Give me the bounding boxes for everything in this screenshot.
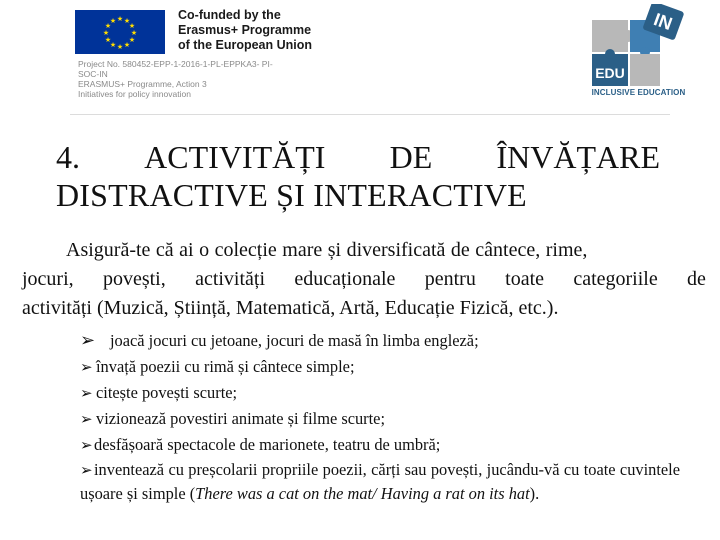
- list-item: [80, 354, 682, 380]
- list-item: [80, 432, 682, 458]
- puzzle-badge-text: IN: [651, 9, 675, 35]
- list-item: [80, 380, 682, 406]
- arrow-bullet-icon: ➢: [80, 461, 93, 479]
- eu-text-line1: Co-funded by the: [178, 8, 281, 22]
- title-word: ÎNVĂȚARE: [496, 139, 660, 175]
- title-line-1: [56, 138, 660, 176]
- intro-paragraph: [22, 236, 706, 323]
- project-info-line: Project No. 580452-EPP-1-2016-1-PL-EPPKA3- PI-: [78, 59, 273, 69]
- eu-stars-icon: [75, 10, 165, 54]
- eu-flag-logo: [75, 10, 165, 54]
- arrow-bullet-icon: ➢: [80, 330, 96, 351]
- list-item: [80, 458, 680, 506]
- svg-text:★: ★: [130, 29, 138, 37]
- paragraph-word: toate: [505, 268, 545, 290]
- list-item-text: citește povești scurte;: [96, 383, 238, 402]
- svg-text:★: ★: [102, 29, 110, 37]
- puzzle-piece-grey2: [630, 54, 660, 86]
- paragraph-word: activități: [195, 268, 266, 290]
- activity-bullet-list: [80, 328, 682, 506]
- list-item-text: vizionează povestiri animate și filme scurte;: [96, 409, 386, 428]
- paragraph-word: de: [687, 268, 706, 290]
- paragraph-word: categoriile: [573, 268, 658, 290]
- eu-text-line2: Erasmus+ Programme: [178, 23, 312, 37]
- title-word: ACTIVITĂȚI: [144, 139, 326, 175]
- paragraph-line-2: [22, 265, 706, 294]
- paragraph-line-3: activități (Muzică, Știință, Matematică, Artă, Educație Fizică, etc.).: [22, 297, 559, 319]
- list-item: [80, 406, 682, 432]
- paragraph-word: jocuri,: [22, 268, 74, 290]
- svg-text:★: ★: [116, 43, 124, 51]
- paragraph-line-1: Asigură-te că ai o colecție mare și diversificată de cântece, rime,: [66, 239, 588, 261]
- paragraph-word: pentru: [424, 268, 476, 290]
- slide-title: [56, 138, 666, 214]
- inclusive-education-puzzle-logo: [588, 4, 684, 88]
- arrow-bullet-icon: ➢: [80, 384, 93, 402]
- header-divider: [70, 114, 670, 115]
- svg-text:★: ★: [128, 36, 136, 44]
- english-example-text: There was a cat on the mat/ Having a rat on its hat: [195, 484, 530, 503]
- edu-logo-caption: INCLUSIVE EDUCATION: [591, 88, 686, 97]
- list-item-text: inventează cu preșcolarii propriile poezii, cărți sau povești, jucându-vă cu toate cuvintele ușoare și simple (: [80, 460, 680, 503]
- arrow-bullet-icon: ➢: [80, 358, 93, 376]
- title-word: DE: [389, 139, 433, 175]
- arrow-bullet-icon: ➢: [80, 410, 93, 428]
- title-line-2: DISTRACTIVE ȘI INTERACTIVE: [56, 177, 527, 213]
- list-item-text: desfășoară spectacole de marionete, teatru de umbră;: [94, 435, 441, 454]
- svg-text:★: ★: [123, 41, 131, 49]
- paragraph-word: educaționale: [294, 268, 396, 290]
- list-item-end: ).: [529, 484, 540, 503]
- svg-text:★: ★: [104, 36, 112, 44]
- list-item-text: joacă jocuri cu jetoane, jocuri de masă în limba engleză;: [110, 331, 479, 350]
- eu-cofunded-text: [178, 8, 313, 53]
- svg-text:★: ★: [109, 17, 117, 25]
- project-info-line: SOC-IN: [78, 69, 108, 79]
- project-info: [78, 59, 288, 99]
- puzzle-piece-text: EDU: [595, 65, 625, 81]
- list-item-text: învață poezii cu rimă și cântece simple;: [96, 357, 355, 376]
- svg-text:★: ★: [116, 15, 124, 23]
- svg-text:★: ★: [104, 22, 112, 30]
- svg-text:★: ★: [128, 22, 136, 30]
- project-info-line: Initiatives for policy innovation: [78, 89, 191, 99]
- arrow-bullet-icon: ➢: [80, 436, 93, 454]
- paragraph-word: povești,: [102, 268, 166, 290]
- project-info-line: ERASMUS+ Programme, Action 3: [78, 79, 207, 89]
- svg-text:★: ★: [123, 17, 131, 25]
- title-word: 4.: [56, 139, 80, 175]
- svg-text:★: ★: [109, 41, 117, 49]
- eu-text-line3: of the European Union: [178, 38, 313, 52]
- list-item: [80, 328, 682, 354]
